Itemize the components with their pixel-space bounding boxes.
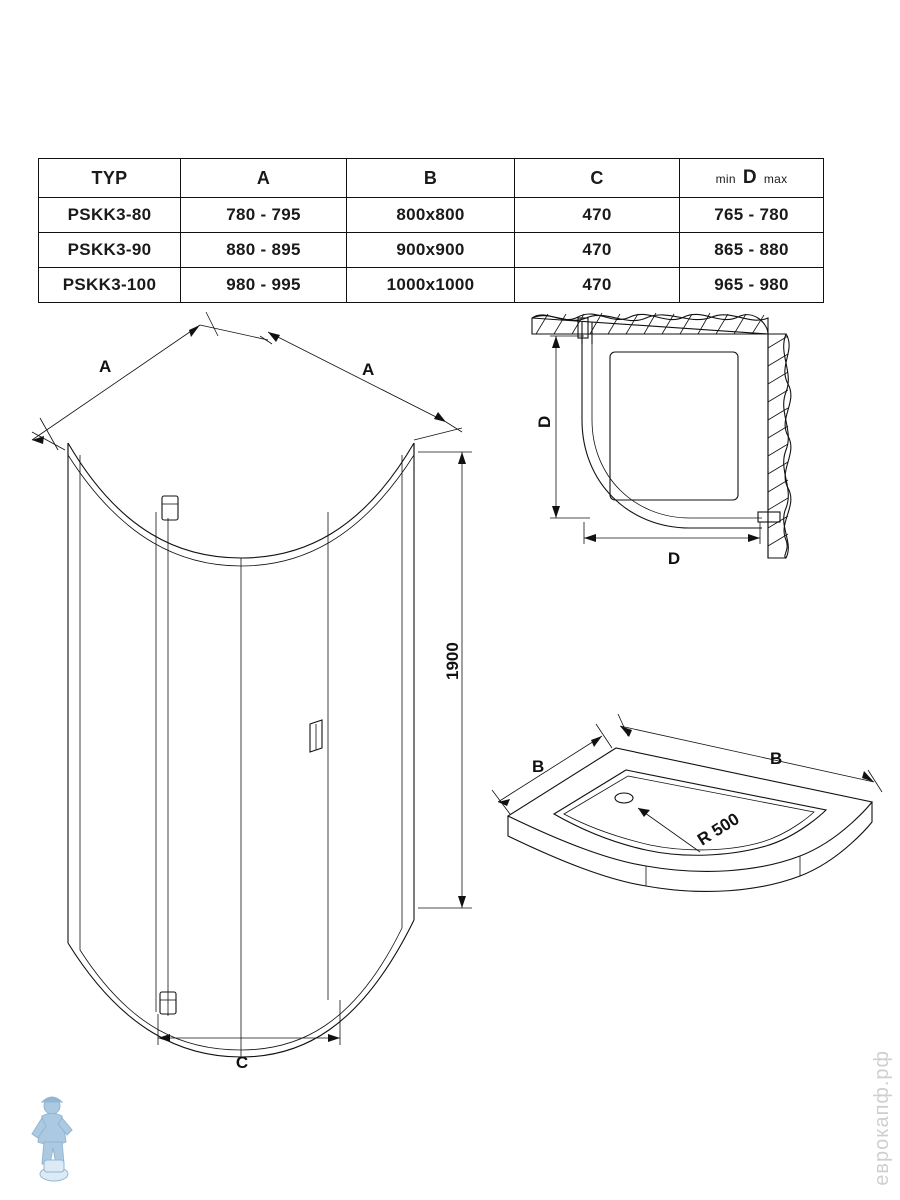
- plumber-icon: [22, 1090, 86, 1186]
- cell-d: 965 - 980: [680, 268, 824, 303]
- ext-line-top-right: [414, 428, 462, 440]
- cell-a: 780 - 795: [181, 198, 347, 233]
- label-b-left: B: [532, 757, 545, 776]
- dimension-d-horizontal: [584, 522, 760, 544]
- cell-typ: PSKK3-100: [39, 268, 181, 303]
- cell-c: 470: [515, 198, 680, 233]
- cell-c: 470: [515, 268, 680, 303]
- dimension-c: [158, 1000, 340, 1045]
- main-perspective-view: [10, 300, 500, 1080]
- cell-typ: PSKK3-80: [39, 198, 181, 233]
- ext-line-top-mid: [260, 336, 272, 344]
- enclosure-body: [68, 443, 414, 1057]
- label-b-right: B: [770, 749, 783, 768]
- specification-table: [38, 158, 824, 303]
- watermark-text: еврокапф.рф: [871, 1050, 893, 1186]
- dimension-b-right: [618, 714, 882, 792]
- wall-hatching: [532, 313, 791, 558]
- top-roller-bracket: [162, 496, 178, 520]
- door-handle: [310, 720, 322, 752]
- column-header-c: C: [515, 159, 680, 198]
- cell-a: 980 - 995: [181, 268, 347, 303]
- plan-view: [510, 300, 840, 580]
- cell-b: 800x800: [347, 198, 515, 233]
- dimension-d-vertical: [550, 336, 590, 518]
- cell-d: 865 - 880: [680, 233, 824, 268]
- column-header-a: A: [181, 159, 347, 198]
- column-header-d: [680, 159, 824, 198]
- label-d-horizontal: D: [667, 549, 681, 568]
- cell-a: 880 - 895: [181, 233, 347, 268]
- cell-b: 1000x1000: [347, 268, 515, 303]
- table-row: [39, 198, 824, 233]
- table-header-row: [39, 159, 824, 198]
- wall-profile-marks: [578, 318, 780, 522]
- label-height: 1900: [443, 642, 462, 680]
- table-row: [39, 268, 824, 303]
- ext-line-top-left2: [40, 418, 58, 450]
- cell-typ: PSKK3-90: [39, 233, 181, 268]
- cell-b: 900x900: [347, 233, 515, 268]
- label-c: C: [235, 1053, 249, 1072]
- d-min-label: min: [715, 172, 736, 186]
- dimension-a-right: [268, 332, 462, 432]
- column-header-typ: TYP: [39, 159, 181, 198]
- label-radius: R 500: [694, 809, 743, 850]
- ext-line-top-mid2: [206, 312, 218, 336]
- column-header-b: B: [347, 159, 515, 198]
- radius-leader: [638, 808, 700, 852]
- cell-c: 470: [515, 233, 680, 268]
- dimension-a-left: [32, 325, 268, 444]
- label-d-vertical: D: [535, 415, 554, 428]
- label-a-left: A: [99, 357, 112, 376]
- dimension-b-left: [492, 724, 612, 814]
- cell-d: 765 - 780: [680, 198, 824, 233]
- tray-plan-outline: [582, 334, 762, 528]
- label-a-right: A: [362, 360, 375, 379]
- table-row: [39, 233, 824, 268]
- d-max-label: max: [763, 172, 788, 186]
- tray-perspective-view: [470, 690, 890, 920]
- d-letter-label: D: [742, 167, 757, 188]
